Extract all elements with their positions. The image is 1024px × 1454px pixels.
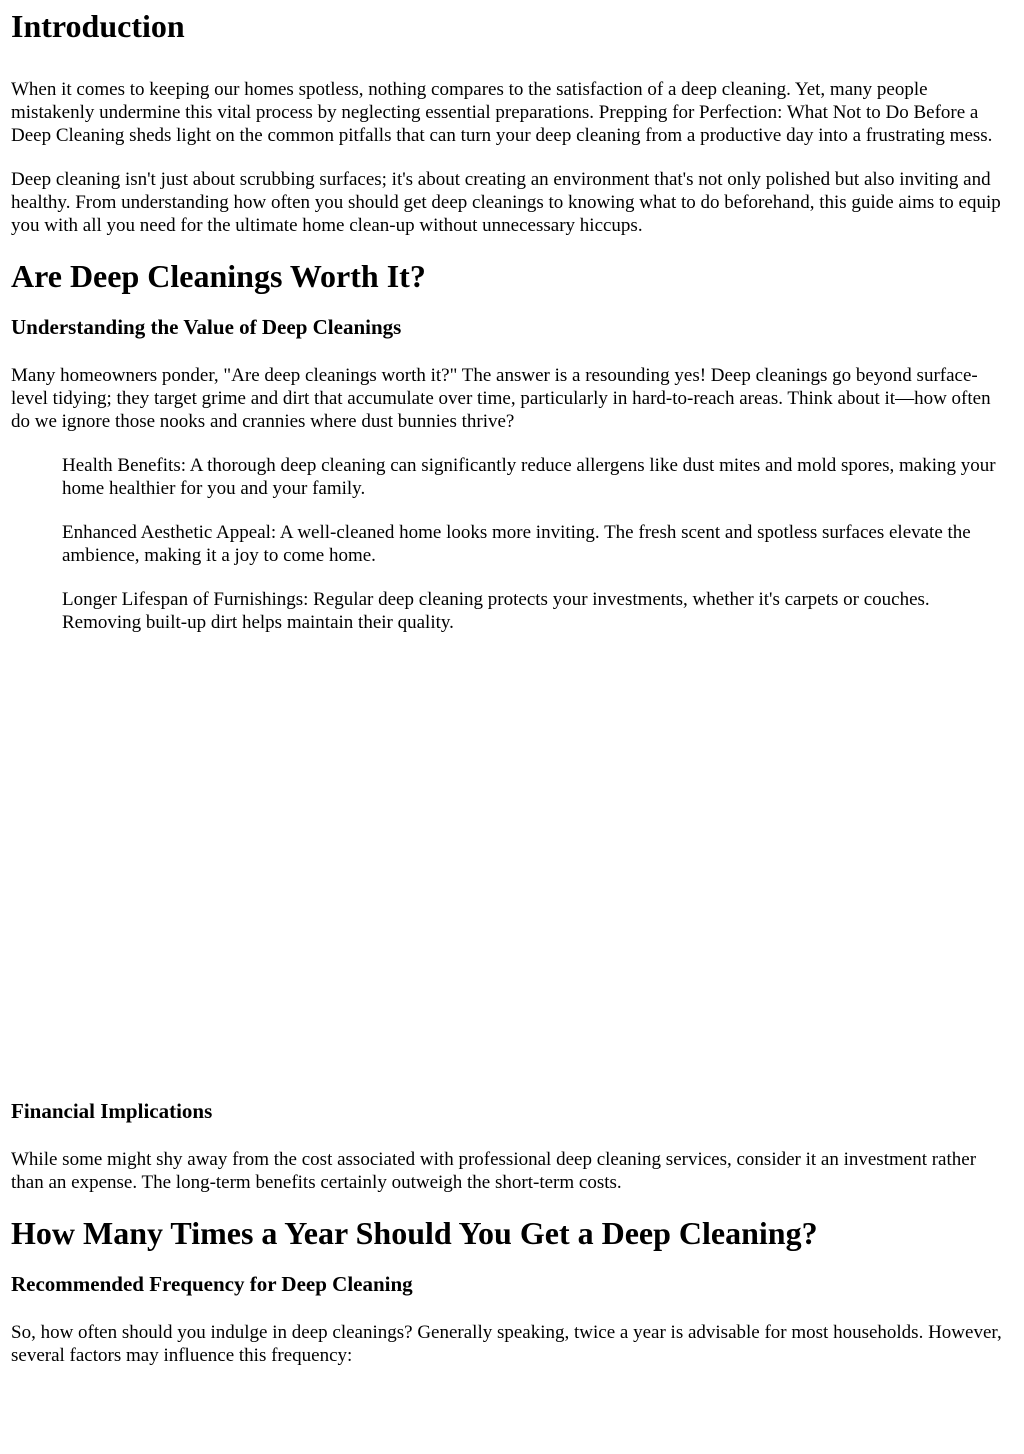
worth-subheading: Understanding the Value of Deep Cleanings: [11, 315, 402, 339]
financial-paragraph: While some might shy away from the cost associated with professional deep cleaning services, consider it an investment rather than an expense. The long-term benefits certainly outweigh the short-term costs.: [11, 1149, 977, 1193]
worth-heading: Are Deep Cleanings Worth It?: [11, 258, 426, 294]
frequency-paragraph: So, how often should you indulge in deep cleanings? Generally speaking, twice a year is advisable for most households. However, several factors may influence this frequency:: [11, 1322, 1002, 1366]
intro-heading: Introduction: [11, 8, 185, 44]
benefit-item-lifespan: Longer Lifespan of Furnishings: Regular deep cleaning protects your investments, whether it's carpets or couches. Removing built-up dirt helps maintain their quality.: [62, 589, 930, 633]
financial-heading: Financial Implications: [11, 1099, 213, 1123]
benefit-item-aesthetic: Enhanced Aesthetic Appeal: A well-cleaned home looks more inviting. The fresh scent and spotless surfaces elevate the ambience, making it a joy to come home.: [62, 522, 971, 566]
intro-paragraph-2: Deep cleaning isn't just about scrubbing surfaces; it's about creating an environment that's not only polished but also inviting and healthy. From understanding how often you should get deep cleanings to knowing what to do beforehand, this guide aims to equip you with all you need for the ultimate home clean-up without unnecessary hiccups.: [11, 169, 1001, 236]
worth-paragraph-1: Many homeowners ponder, "Are deep cleanings worth it?" The answer is a resounding yes! Deep cleanings go beyond surface-level tidying; they target grime and dirt that accumulate over time, particularly in hard-to-reach areas. Think about it—how often do we ignore those nooks and crannies where dust bunnies thrive?: [11, 365, 991, 432]
frequency-subheading: Recommended Frequency for Deep Cleaning: [11, 1272, 413, 1296]
blank-space: [11, 655, 1013, 1099]
article: [0, 8, 1024, 1367]
frequency-heading: How Many Times a Year Should You Get a Deep Cleaning?: [11, 1215, 818, 1251]
intro-paragraph-1: When it comes to keeping our homes spotless, nothing compares to the satisfaction of a deep cleaning. Yet, many people mistakenly undermine this vital process by neglecting essential preparations. Prepping for Perfection: What Not to Do Before a Deep Cleaning sheds light on the common pitfalls that can turn your deep cleaning from a productive day into a frustrating mess.: [11, 79, 993, 146]
benefit-item-health: Health Benefits: A thorough deep cleaning can significantly reduce allergens like dust mites and mold spores, making your home healthier for you and your family.: [62, 455, 996, 499]
benefits-list: [11, 454, 1013, 634]
